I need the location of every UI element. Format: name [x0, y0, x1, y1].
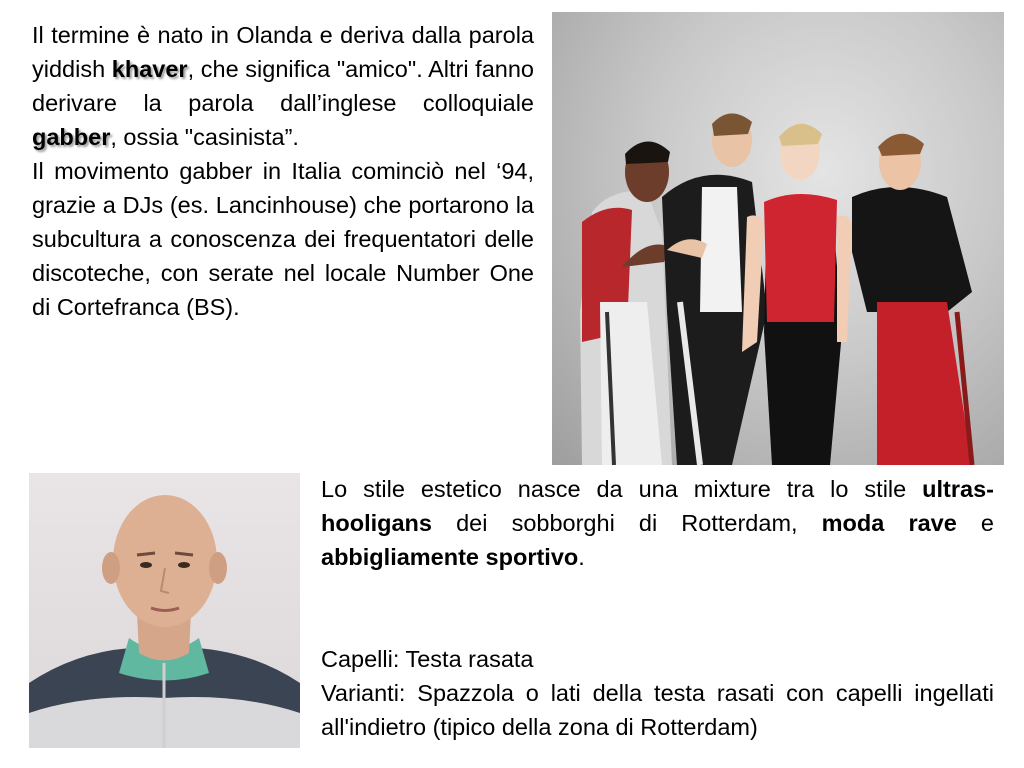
group-photo: [552, 12, 1004, 465]
keyword-khaver: khaver: [111, 56, 188, 82]
eye-shape: [140, 562, 152, 568]
keyword-abbigliamente-sportivo: abbigliamente sportivo: [321, 544, 579, 570]
intro-text-part: , ossia "casinista”.: [110, 124, 299, 150]
history-paragraph: Il movimento gabber in Italia cominciò nel ‘94, grazie a DJs (es. Lancinhouse) che portarono la subcultura a conoscenza dei frequentatori delle discoteche, con serate nel locale Number One di Cortefranca (BS).: [32, 158, 534, 320]
eye-shape: [178, 562, 190, 568]
head-shape: [113, 495, 217, 627]
style-text-part: e: [956, 510, 994, 536]
paragraph-spacer: [321, 574, 994, 642]
person-figure: [852, 134, 972, 465]
intro-text-block: [32, 18, 534, 324]
ear-shape: [102, 552, 120, 584]
intro-text-part: , che significa "amico". Altri fanno derivare la parola dall’inglese colloquiale: [32, 56, 534, 116]
variants-line: Varianti: Spazzola o lati della testa rasati con capelli ingellati all'indietro (tipico della zona di Rotterdam): [321, 680, 994, 740]
hair-line: Capelli: Testa rasata: [321, 646, 534, 672]
ear-shape: [209, 552, 227, 584]
style-text-part: .: [578, 544, 585, 570]
style-text-block: [321, 472, 994, 744]
eyebrow-shape: [175, 553, 193, 555]
keyword-gabber: gabber: [32, 124, 111, 150]
eyebrow-shape: [137, 553, 155, 555]
portrait-photo: [29, 473, 300, 748]
style-text-part: Lo stile estetico nasce da una mixture tra lo stile: [321, 476, 923, 502]
keyword-ultras-hooligans: ultras-hooligans: [321, 476, 994, 536]
person-figure: [580, 141, 672, 465]
intro-text-part: Il termine è nato in Olanda e deriva dalla parola yiddish: [32, 22, 534, 82]
style-text-part: dei sobborghi di Rotterdam,: [431, 510, 822, 536]
keyword-moda-rave: moda rave: [821, 510, 957, 536]
person-figure: [742, 124, 852, 465]
